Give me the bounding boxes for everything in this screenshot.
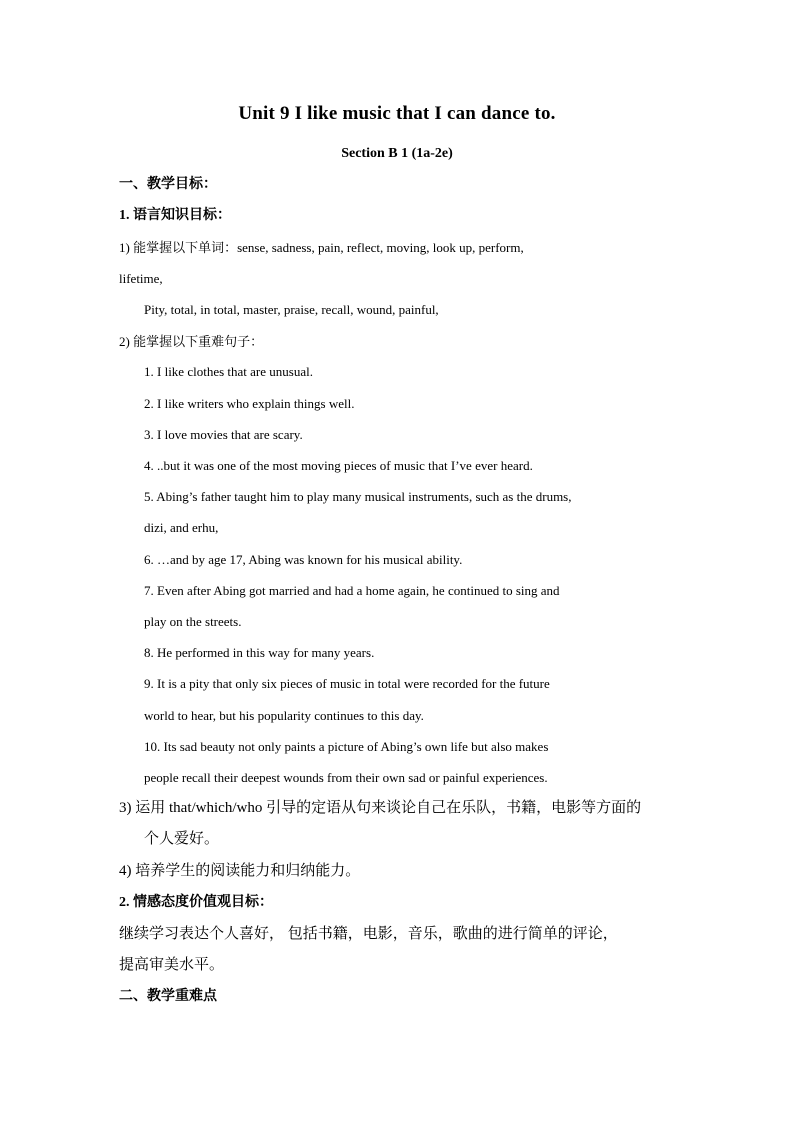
emotional-values-line-1: 继续学习表达个人喜好， 包括书籍，电影，音乐，歌曲的进行简单的评论， (119, 926, 618, 942)
subheading-emotional-values: 2. 情感态度价值观目标： (119, 895, 273, 910)
sentence-6: 6. …and by age 17, Abing was known for his musical ability. (144, 552, 463, 567)
emotional-values-line-2: 提高审美水平。 (119, 957, 225, 973)
sentences-heading: 2) 能掌握以下重难句子： (119, 334, 264, 349)
sentence-1: 1. I like clothes that are unusual. (144, 364, 313, 379)
sentence-3: 3. I love movies that are scary. (144, 427, 303, 442)
vocab-line-1: 1) 能掌握以下单词：sense, sadness, pain, reflect, moving, look up, perform, (119, 240, 524, 255)
sentence-4: 4. ..but it was one of the most moving pieces of music that I’ve ever heard. (144, 458, 533, 473)
sentence-8: 8. He performed in this way for many years. (144, 645, 375, 660)
sentence-10-line-1: 10. Its sad beauty not only paints a picture of Abing’s own life but also makes (144, 739, 549, 754)
sentence-10-line-2: people recall their deepest wounds from their own sad or painful experiences. (144, 770, 548, 785)
sentence-9-line-2: world to hear, but his popularity continues to this day. (144, 708, 424, 723)
vocab-line-3: Pity, total, in total, master, praise, recall, wound, painful, (144, 302, 439, 317)
page-title: Unit 9 I like music that I can dance to. (238, 103, 556, 124)
section-heading-objectives: 一、教学目标： (119, 177, 217, 192)
subheading-language-knowledge: 1. 语言知识目标： (119, 208, 231, 223)
section-heading-key-points: 二、教学重难点 (119, 989, 217, 1004)
sentence-5-line-2: dizi, and erhu, (144, 520, 219, 535)
vocab-line-2: lifetime, (119, 271, 163, 286)
objective-item-4: 4) 培养学生的阅读能力和归纳能力。 (119, 863, 361, 879)
page-subtitle: Section B 1 (1a-2e) (341, 146, 453, 161)
sentence-5-line-1: 5. Abing’s father taught him to play many musical instruments, such as the drums, (144, 489, 572, 504)
objective-item-3-line-1: 3) 运用 that/which/who 引导的定语从句来谈论自己在乐队，书籍，电影等方面的 (119, 800, 642, 816)
sentence-9-line-1: 9. It is a pity that only six pieces of music in total were recorded for the future (144, 676, 550, 691)
sentence-7-line-1: 7. Even after Abing got married and had a home again, he continued to sing and (144, 583, 560, 598)
sentence-7-line-2: play on the streets. (144, 614, 242, 629)
sentence-2: 2. I like writers who explain things well. (144, 396, 355, 411)
objective-item-3-line-2: 个人爱好。 (144, 831, 220, 847)
